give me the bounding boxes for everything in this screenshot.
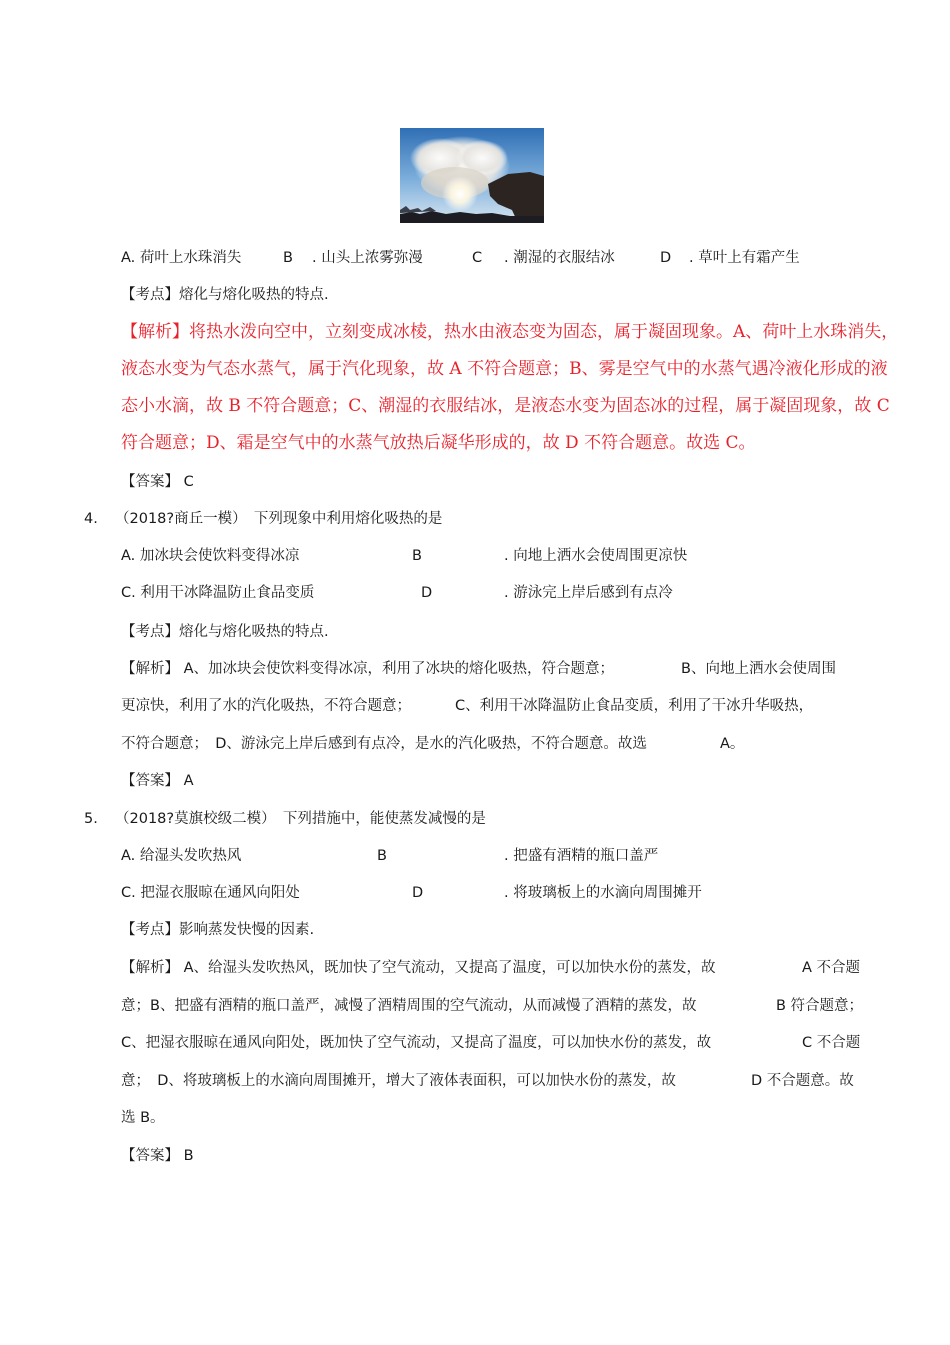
q3-jiexi-line-4: 符合题意；D、霜是空气中的水蒸气放热后凝华形成的，故 D 不符合题意。故选 C。 — [121, 433, 756, 453]
q3-option-c-letter: C — [472, 250, 483, 266]
q3-option-b-letter: B — [283, 250, 293, 266]
q3-answer: 【答案】 C — [121, 474, 194, 490]
q3-option-d: . 草叶上有霜产生 — [689, 250, 800, 266]
q4-jiexi-line-2: 更凉快，利用了水的汽化吸热，不符合题意； — [121, 698, 411, 714]
q5-stem: （2018?莫旗校级二模） 下列措施中，能使蒸发减慢的是 — [115, 811, 486, 827]
q3-kaodian: 【考点】熔化与熔化吸热的特点. — [121, 287, 329, 303]
q4-stem: （2018?商丘一模） 下列现象中利用熔化吸热的是 — [115, 511, 443, 527]
q4-jiexi-line-1-end: B、向地上洒水会使周围 — [681, 661, 836, 677]
steam-photo — [400, 128, 544, 223]
q3-jiexi-line-2: 液态水变为气态水蒸气，属于汽化现象，故 A 不符合题意；B、雾是空气中的水蒸气遇冷液化形成的液 — [121, 359, 888, 379]
q3-jiexi-line-3: 态小水滴，故 B 不符合题意；C、潮湿的衣服结冰，是液态水变为固态冰的过程，属于凝固现象，故 C — [121, 396, 890, 416]
q3-option-a: A. 荷叶上水珠消失 — [121, 250, 242, 266]
q5-jiexi-line-2-end: B 符合题意； — [776, 998, 864, 1014]
q5-jiexi-line-4-end: D 不合题意。故 — [751, 1073, 854, 1089]
q4-jiexi-line-2-end: C、利用干冰降温防止食品变质，利用了干冰升华吸热， — [455, 698, 814, 714]
q5-option-c: C. 把湿衣服晾在通风向阳处 — [121, 885, 300, 901]
q5-jiexi-line-3-end: C 不合题 — [802, 1035, 861, 1051]
q4-jiexi-line-1: 【解析】 A、加冰块会使饮料变得冰凉，利用了冰块的熔化吸热，符合题意； — [121, 661, 615, 677]
q5-jiexi-line-3: C、把湿衣服晾在通风向阳处，既加快了空气流动，又提高了温度，可以加快水份的蒸发，故 — [121, 1035, 712, 1051]
q4-option-d-letter: D — [421, 585, 433, 601]
q5-option-a: A. 给湿头发吹热风 — [121, 848, 242, 864]
q5-kaodian: 【考点】影响蒸发快慢的因素. — [121, 922, 315, 938]
q5-jiexi-line-4: 意； D、将玻璃板上的水滴向周围摊开，增大了液体表面积，可以加快水份的蒸发，故 — [121, 1073, 676, 1089]
q3-option-c: . 潮湿的衣服结冰 — [504, 250, 615, 266]
q4-jiexi-line-3-end: A。 — [720, 736, 745, 752]
q5-number: 5. — [84, 811, 98, 827]
q5-jiexi-line-5: 选 B。 — [121, 1110, 165, 1126]
q5-option-b-letter: B — [377, 848, 387, 864]
q3-option-d-letter: D — [660, 250, 672, 266]
q3-jiexi-line-1: 【解析】将热水泼向空中，立刻变成冰棱，热水由液态变为固态，属于凝固现象。A、荷叶上水珠消失， — [121, 322, 899, 342]
q4-option-b-letter: B — [412, 548, 422, 564]
q5-jiexi-line-1: 【解析】 A、给湿头发吹热风，既加快了空气流动，又提高了温度，可以加快水份的蒸发，故 — [121, 960, 716, 976]
q5-answer: 【答案】 B — [121, 1148, 194, 1164]
q4-kaodian: 【考点】熔化与熔化吸热的特点. — [121, 624, 329, 640]
q4-option-a: A. 加冰块会使饮料变得冰凉 — [121, 548, 300, 564]
q4-option-b: . 向地上洒水会使周围更凉快 — [504, 548, 688, 564]
q5-option-d-letter: D — [412, 885, 424, 901]
q4-option-c: C. 利用干冰降温防止食品变质 — [121, 585, 315, 601]
q4-answer: 【答案】 A — [121, 773, 194, 789]
q5-jiexi-line-1-end: A 不合题 — [802, 960, 861, 976]
q5-option-b: . 把盛有酒精的瓶口盖严 — [504, 848, 659, 864]
q4-number: 4. — [84, 511, 98, 527]
q3-option-b: . 山头上浓雾弥漫 — [312, 250, 423, 266]
q4-option-d: . 游泳完上岸后感到有点冷 — [504, 585, 673, 601]
q5-jiexi-line-2: 意；B、把盛有酒精的瓶口盖严，减慢了酒精周围的空气流动，从而减慢了酒精的蒸发，故 — [121, 998, 697, 1014]
q4-jiexi-line-3: 不符合题意； D、游泳完上岸后感到有点冷，是水的汽化吸热，不符合题意。故选 — [121, 736, 647, 752]
q5-option-d: . 将玻璃板上的水滴向周围摊开 — [504, 885, 702, 901]
